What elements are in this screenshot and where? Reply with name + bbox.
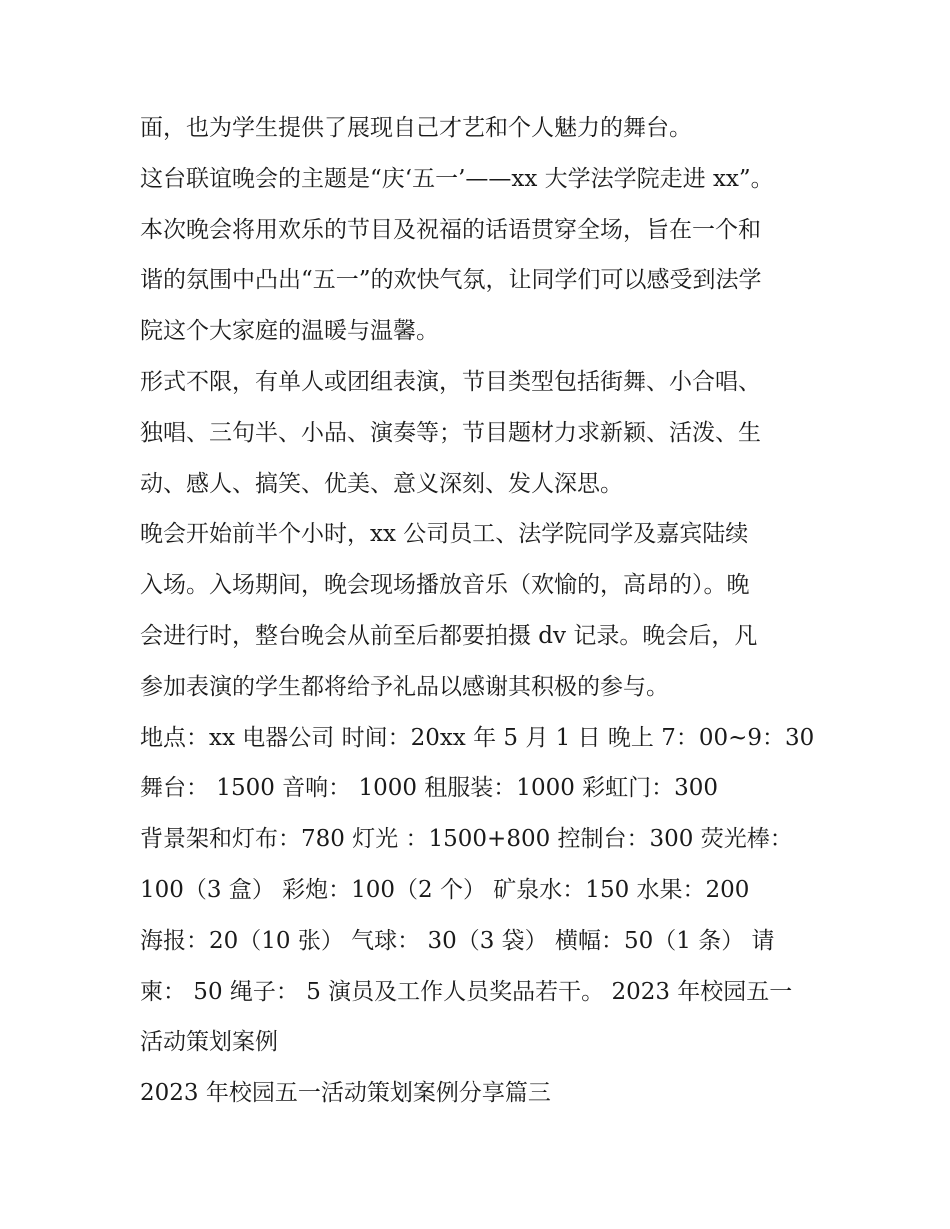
- text-line: 晚会开始前半个小时，xx 公司员工、法学院同学及嘉宾陆续: [140, 521, 749, 548]
- text-line: 活动策划案例: [140, 1029, 278, 1056]
- text-line: 入场。入场期间，晚会现场播放音乐（欢愉的，高昂的）。晚: [140, 572, 750, 599]
- text-line: 本次晚会将用欢乐的节目及祝福的话语贯穿全场，旨在一个和: [140, 216, 761, 243]
- document-body: [140, 103, 830, 1119]
- text-line: 面，也为学生提供了展现自己才艺和个人魅力的舞台。: [140, 115, 692, 141]
- text-line: 地点：xx 电器公司 时间：20xx 年 5 月 1 日 晚上 7：00~9：30: [140, 724, 815, 751]
- text-line: 背景架和灯布：780 灯光 ：1500+800 控制台：300 荧光棒：: [140, 826, 793, 853]
- text-line: 谐的氛围中凸出“五一”的欢快气氛，让同学们可以感受到法学: [140, 267, 762, 294]
- text-line: 舞台： 1500 音响： 1000 租服装：1000 彩虹门：300: [140, 775, 719, 802]
- text-line: 会进行时，整台晚会从前至后都要拍摄 dv 记录。晚会后，凡: [140, 622, 758, 649]
- text-line: 2023 年校园五一活动策划案例分享篇三: [140, 1080, 551, 1107]
- text-line: 这台联谊晚会的主题是“庆‘五一’——xx 大学法学院走进 xx”。: [140, 165, 774, 192]
- text-line: 参加表演的学生都将给予礼品以感谢其积极的参与。: [140, 673, 669, 700]
- text-line: 100（3 盒） 彩炮：100（2 个） 矿泉水：150 水果：200: [140, 876, 750, 903]
- text-line: 动、感人、搞笑、优美、意义深刻、发人深思。: [140, 470, 623, 497]
- text-line: 独唱、三句半、小品、演奏等；节目题材力求新颖、活泼、生: [140, 419, 761, 446]
- text-line: 海报：20（10 张） 气球： 30（3 袋） 横幅：50（1 条） 请: [140, 927, 775, 954]
- text-line: 柬： 50 绳子： 5 演员及工作人员奖品若干。 2023 年校园五一: [140, 978, 793, 1005]
- text-line: 形式不限，有单人或团组表演，节目类型包括街舞、小合唱、: [140, 368, 761, 395]
- text-line: 院这个大家庭的温暖与温馨。: [140, 318, 439, 345]
